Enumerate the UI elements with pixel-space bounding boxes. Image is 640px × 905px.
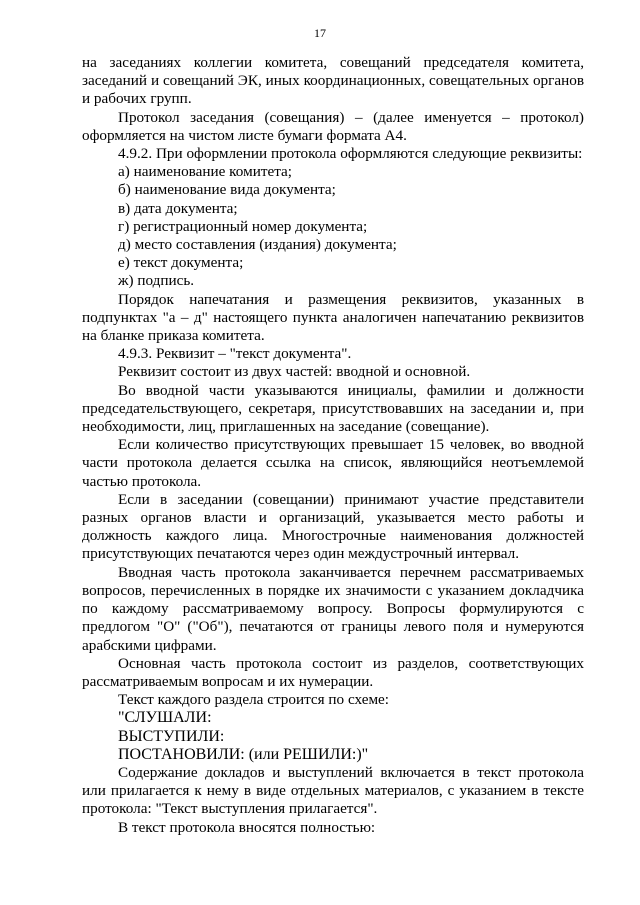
scheme-line: ПОСТАНОВИЛИ: (или РЕШИЛИ:)" <box>118 745 369 763</box>
list-item: е) текст документа; <box>118 254 244 272</box>
paragraph-scheme-intro: Текст каждого раздела строится по схеме: <box>118 691 390 709</box>
paragraph-included-in-full: В текст протокола вносятся полностью: <box>118 818 376 836</box>
page-number: 17 <box>314 26 326 40</box>
scheme-line: ВЫСТУПИЛИ: <box>118 727 225 745</box>
section-scheme <box>82 709 584 764</box>
paragraph-reports-content: Содержание докладов и выступлений включается в текст протокола или прилагается к нему в виде отдельных материалов, с указанием в тексте протокола: "Текст выступления прилагается". <box>82 763 584 818</box>
paragraph-continuation: на заседаниях коллегии комитета, совещаний председателя комитета, заседаний и совещаний ЭК, иных координационных, совещательных органов и рабочих групп. <box>82 54 584 108</box>
paragraph-agenda: Вводная часть протокола заканчивается перечнем рассматриваемых вопросов, перечисленных в порядке их значимости с указанием докладчика по каждому рассматриваемому вопросу. Вопросы формулируются с предлогом "О" ("Об"), печатаются от границы левого поля и нумеруются арабскими цифрами. <box>82 563 584 654</box>
list-item: г) регистрационный номер документа; <box>118 217 368 235</box>
list-item: а) наименование комитета; <box>118 163 292 181</box>
paragraph-protocol-format: Протокол заседания (совещания) – (далее именуется – протокол) оформляется на чистом листе бумаги формата А4. <box>82 108 584 144</box>
list-item: б) наименование вида документа; <box>118 181 336 199</box>
paragraph-main-part: Основная часть протокола состоит из разделов, соответствующих рассматриваемым вопросам и их нумерации. <box>82 654 584 690</box>
scheme-line: "СЛУШАЛИ: <box>118 709 212 727</box>
paragraph-two-parts: Реквизит состоит из двух частей: вводной и основной. <box>118 363 471 381</box>
list-item: в) дата документа; <box>118 199 238 217</box>
list-item: ж) подпись. <box>118 272 195 290</box>
section-heading-4-9-3: 4.9.3. Реквизит – "текст документа". <box>118 345 352 363</box>
requisites-list <box>82 163 584 290</box>
paragraph-requisites-order: Порядок напечатания и размещения реквизитов, указанных в подпунктах "а – д" настоящего пункта аналогичен напечатанию реквизитов на бланке приказа комитета. <box>82 290 584 345</box>
paragraph-representatives: Если в заседании (совещании) принимают участие представители разных органов власти и организаций, указывается место работы и должность каждого лица. Многострочные наименования должностей присутствующих печатаются через один междустрочный интервал. <box>82 490 584 563</box>
document-body <box>82 54 584 837</box>
paragraph-intro-part: Во вводной части указываются инициалы, фамилии и должности председательствующего, секретаря, присутствовавших на заседании и, при необходимости, лиц, приглашенных на заседание (совещание). <box>82 381 584 436</box>
paragraph-requisites-intro: 4.9.2. При оформлении протокола оформляются следующие реквизиты: <box>118 145 583 163</box>
paragraph-attendee-list: Если количество присутствующих превышает 15 человек, во вводной части протокола делается ссылка на список, являющийся неотъемлемой частью протокола. <box>82 436 584 490</box>
list-item: д) место составления (издания) документа; <box>118 236 397 254</box>
